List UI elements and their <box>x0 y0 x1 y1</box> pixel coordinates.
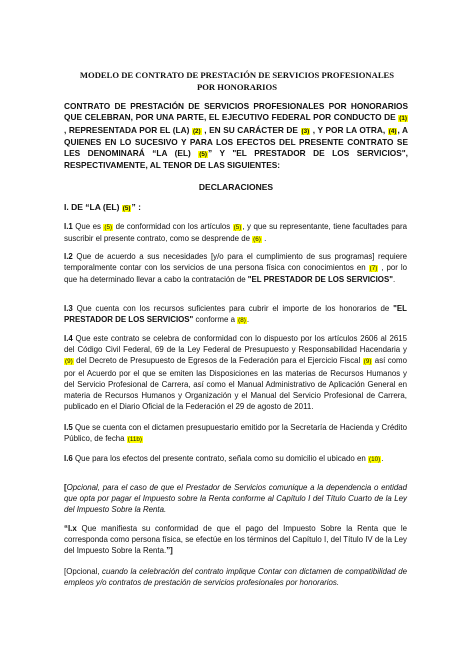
clause-number: I.4 <box>64 334 73 343</box>
title-line-1: MODELO DE CONTRATO DE PRESTACIÓN DE SERVICIOS PROFESIONALES <box>79 70 395 80</box>
clause-text: . <box>381 454 384 463</box>
clause-text: Que para los efectos del presente contrato, señala como su domicilio el ubicado en <box>72 454 368 463</box>
section-heading-text: I. DE “LA (EL) <box>64 202 122 212</box>
clause-number: I.5 <box>64 423 73 432</box>
clause-text: conforme a <box>193 315 238 325</box>
placeholder-marker: (11b) <box>127 436 142 444</box>
clause-bold-text: "EL PRESTADOR DE LOS SERVICIOS" <box>247 275 393 285</box>
paragraph-i4 <box>64 333 407 412</box>
optional-text: Opcional, para el caso de que el Prestador de Servicios comunique a la dependencia o entidad que opta por pagar el Impuesto sobre la Renta conforme al Capítulo I del Título Cuarto de la Ley del Impuesto Sobre la Renta. <box>64 483 407 515</box>
declaraciones-heading: DECLARACIONES <box>198 182 274 192</box>
placeholder-marker: (2) <box>192 127 201 135</box>
clause-text: Que de acuerdo a sus necesidades [y/o para el cumplimiento de sus programas] requiere temporalmente contar con los servicios de una persona física con conocimientos en <box>64 252 407 273</box>
clause-text: . <box>246 315 250 325</box>
optional-note-compatibility <box>64 566 407 588</box>
placeholder-marker: (8) <box>238 317 246 325</box>
clause-text: . <box>261 234 267 244</box>
clause-text: Que este contrato se celebra de conformidad con lo dispuesto por los artículos 2606 al 2615 del Código Civil Federal, 69 de la Ley Federal de Presupuesto y Responsabilidad Hacendaria y <box>64 334 407 355</box>
clause-text: del Decreto de Presupuesto de Egresos de la Federación para el Ejercicio Fiscal <box>73 356 363 366</box>
document-title <box>60 70 414 93</box>
heading-text: ” Y "EL PRESTADOR DE LOS SERVICIOS", RESPECTIVAMENTE, AL TENOR DE LAS SIGUIENTES: <box>64 148 408 171</box>
clause-bold-text: "EL PRESTADOR DE LOS SERVICIOS" <box>64 304 407 325</box>
paragraph-i5 <box>64 422 407 445</box>
placeholder-marker: (7) <box>369 265 378 273</box>
placeholder-marker: (9) <box>65 358 73 366</box>
heading-text: , A QUIENES EN LO SUCESIVO Y PARA LOS EFECTOS DEL PRESENTE CONTRATO SE LES DENOMINARÁ “LA (EL) <box>64 124 408 159</box>
title-line-2: POR HONORARIOS <box>197 81 277 92</box>
placeholder-marker: (6) <box>253 236 261 244</box>
optional-text: cuando la celebración del contrato implique Contar con dictamen de compatibilidad de empleos y/o contratos de prestación de servicios profesionales por honorarios. <box>64 567 407 588</box>
clause-number: “I.x <box>64 524 77 533</box>
contract-heading <box>64 101 408 172</box>
clause-text: de conformidad con los artículos <box>113 222 233 231</box>
clause-text: Que cuenta con los recursos suficientes para cubrir el importe de los honorarios de <box>72 304 394 313</box>
paragraph-i3 <box>64 303 407 326</box>
placeholder-marker: (9) <box>363 358 372 366</box>
clause-text: Que es <box>72 222 104 231</box>
placeholder-marker: (5) <box>199 151 207 159</box>
clause-text: . <box>392 275 396 285</box>
clause-text: Que manifiesta su conformidad de que el pago del Impuesto Sobre la Renta que le corresponda como persona física, se efectúe en los términos del Capítulo I, del Título IV de la Ley del Impuesto Sobre la Renta. <box>64 524 407 556</box>
bracket: [ <box>64 483 67 492</box>
placeholder-marker: (5) <box>122 205 131 212</box>
heading-text: , Y POR LA OTRA, <box>310 124 388 135</box>
clause-text: Que se cuenta con el dictamen presupuestario emitido por la Secretaría de Hacienda y Crédito Público, de fecha <box>64 423 407 444</box>
placeholder-marker: (4) <box>388 127 397 135</box>
paragraph-i1 <box>64 221 407 245</box>
heading-text: , REPRESENTADA POR EL (LA) <box>64 124 192 135</box>
placeholder-marker: (10) <box>368 456 381 463</box>
section-heading <box>64 202 141 212</box>
clause-text: así como por el Acuerdo por el que se emiten las Disposiciones en las materias de Recursos Humanos y del Servicio Profesional de Carrera, así como el Manual Administrativo de Aplicación General en materia de Recursos Humanos y Organización y el Manual del Servicio Profesional de Carrera, publicado en el Diario Oficial de la Federación el 29 de agosto de 2011. <box>64 356 407 412</box>
heading-text: , EN SU CARÁCTER DE <box>201 124 301 135</box>
heading-text: CONTRATO DE PRESTACIÓN DE SERVICIOS PROFESIONALES POR HONORARIOS QUE CELEBRAN, POR UNA PARTE, EL EJECUTIVO FEDERAL POR CONDUCTO DE <box>64 101 408 123</box>
placeholder-marker: (1) <box>399 115 407 123</box>
placeholder-marker: (5) <box>233 224 242 231</box>
clause-number: I.1 <box>64 222 73 231</box>
clause-text: , por lo que ha determinado llevar a cabo la contratación de <box>64 263 407 285</box>
optional-lead: [Opcional, <box>64 567 103 576</box>
section-heading-text: ” : <box>131 202 141 212</box>
clause-number: I.2 <box>64 252 73 261</box>
clause-number: I.6 <box>64 454 73 463</box>
clause-end: ”] <box>166 546 173 556</box>
placeholder-marker: (5) <box>104 224 113 231</box>
paragraph-ix <box>64 523 407 557</box>
clause-text: , y que su representante, tiene facultades para suscribir el presente contrato, como se desprende de <box>64 222 407 244</box>
paragraph-i2 <box>64 251 407 286</box>
placeholder-marker: (3) <box>301 127 310 135</box>
clause-number: I.3 <box>64 304 73 313</box>
optional-note-isr <box>64 482 407 516</box>
paragraph-i6 <box>64 453 407 465</box>
